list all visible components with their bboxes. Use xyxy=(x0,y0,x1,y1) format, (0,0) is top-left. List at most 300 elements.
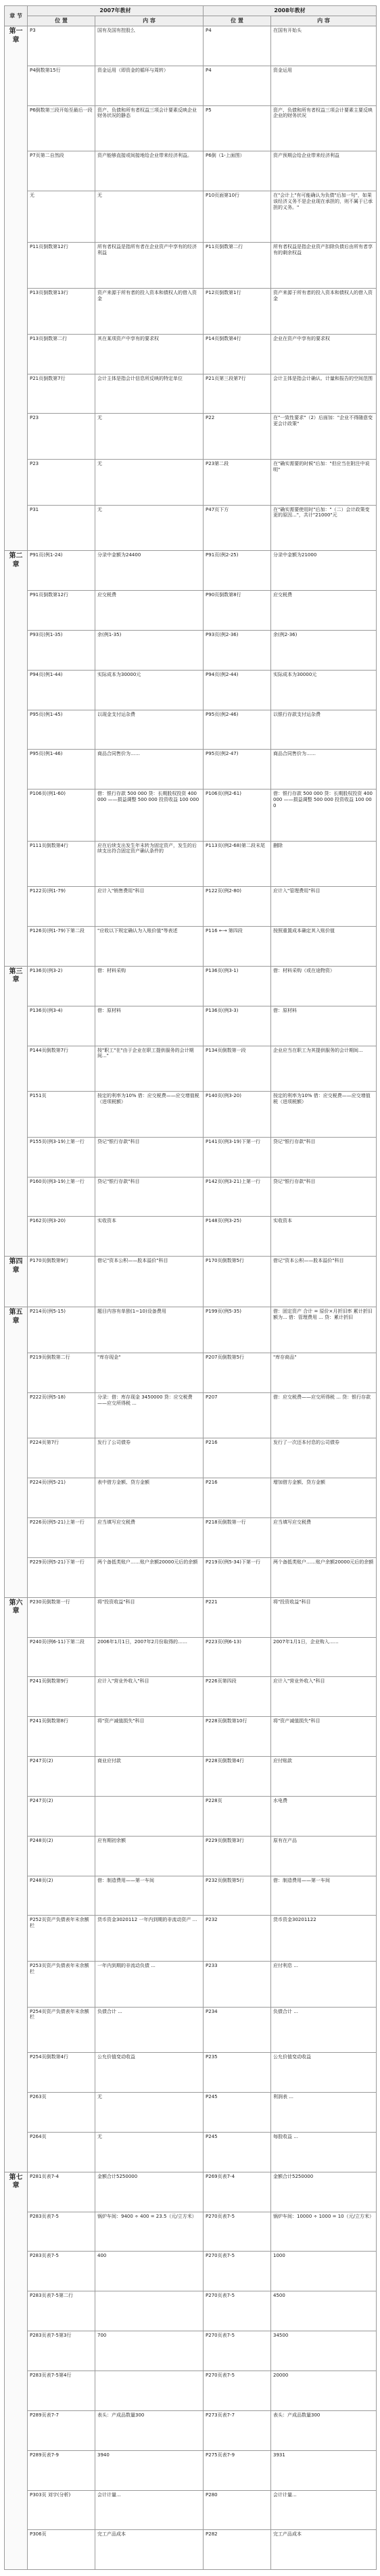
content-2007-cell: 无 xyxy=(95,2132,204,2172)
position-2007-cell: P254页倒数第4行 xyxy=(28,2053,95,2093)
table-row xyxy=(5,1478,377,1518)
content-2007-cell: 表头：产成品数量300 xyxy=(95,2410,204,2450)
table-row xyxy=(5,2371,377,2411)
chapter-cell: 第一章 xyxy=(5,26,28,551)
content-2008-cell: 分录中金额为21000 xyxy=(271,551,377,591)
content-2007-cell: 应计入"销售费用"科目 xyxy=(95,887,204,927)
position-2007-cell: P106页(例1-60) xyxy=(28,789,95,841)
position-2008-cell: P116 ←→ 第四段 xyxy=(204,926,271,966)
position-2008-cell: P223页(例6-13) xyxy=(204,1637,271,1677)
content-2007-cell xyxy=(95,2291,204,2331)
content-header-2008: 内 容 xyxy=(271,16,377,26)
content-2007-cell: 发行了公司债券 xyxy=(95,1438,204,1478)
content-2007-cell: 完工产品成本 xyxy=(95,2530,204,2570)
content-2008-cell: 每股收益 ... xyxy=(271,2132,377,2172)
table-row xyxy=(5,2007,377,2053)
content-2008-cell: 34500 xyxy=(271,2331,377,2371)
content-2008-cell: 应付利息 ... xyxy=(271,1962,377,2008)
table-row xyxy=(5,1257,377,1307)
table-row xyxy=(5,1307,377,1353)
content-2007-cell: 实收资本 xyxy=(95,1217,204,1257)
position-2007-cell: P93页(例1-35) xyxy=(28,630,95,670)
content-2007-cell: 借：原材料 xyxy=(95,1006,204,1046)
position-2007-cell: P95页(例1-45) xyxy=(28,710,95,750)
table-row xyxy=(5,1217,377,1257)
position-header-2008: 位 置 xyxy=(204,16,271,26)
content-2007-cell: 题目内容有单独(1~10)设备费用 xyxy=(95,1307,204,1353)
position-2008-cell: P270页表7-5 xyxy=(204,2291,271,2331)
position-2008-cell: P4 xyxy=(204,66,271,105)
position-2007-cell: P224页(例5-21) xyxy=(28,1478,95,1518)
position-2007-cell: P7页第二自然段 xyxy=(28,151,95,191)
position-2008-cell: P95页(例2-46) xyxy=(204,710,271,750)
edition-2007-header: 2007年教材 xyxy=(28,6,204,16)
content-2007-cell: 资产能够直接或间接地给企业带来经济利益。 xyxy=(95,151,204,191)
chapter-cell: 第三章 xyxy=(5,966,28,1256)
table-row xyxy=(5,1677,377,1717)
position-2007-cell: P4倒数第15行 xyxy=(28,66,95,105)
position-2008-cell: P216 xyxy=(204,1478,271,1518)
position-2008-cell: P14页倒数第4行 xyxy=(204,334,271,374)
content-2007-cell: 借：制造费用——第一车间 xyxy=(95,1876,204,1916)
content-2007-cell: 公允价值变动收益 xyxy=(95,2053,204,2093)
position-2008-cell: P95页(例2-47) xyxy=(204,750,271,789)
position-2007-cell: P214页(例5-15) xyxy=(28,1307,95,1353)
table-row xyxy=(5,1092,377,1138)
table-row xyxy=(5,1597,377,1637)
content-2008-cell: 在"确实需要使用时"后加："（二）会计政策变更的原因..."，共计"21000"元 xyxy=(271,505,377,551)
position-2008-cell: P280 xyxy=(204,2490,271,2530)
table-row xyxy=(5,243,377,289)
position-2008-cell: P170页倒数第5行 xyxy=(204,1257,271,1307)
content-2007-cell: 负债合计 ... xyxy=(95,2007,204,2053)
position-2007-cell: P160页(例3-19)上第一行 xyxy=(28,1177,95,1217)
content-2007-cell: 资金运用（即资金的循环与周转） xyxy=(95,66,204,105)
position-2007-cell: P240页(例6-11)下第二段 xyxy=(28,1637,95,1677)
content-2008-cell: 3931 xyxy=(271,2450,377,2490)
content-2008-cell: 会计计量... xyxy=(271,2490,377,2530)
table-row xyxy=(5,1876,377,1916)
content-2007-cell: 无 xyxy=(95,459,204,505)
content-2008-cell: 公允价值变动收益 xyxy=(271,2053,377,2093)
position-2007-cell: P144页倒数第7行 xyxy=(28,1046,95,1092)
content-2008-cell: 增加借方金额、贷方金额 xyxy=(271,1478,377,1518)
position-2007-cell: P283页表7-5第4行 xyxy=(28,2371,95,2411)
content-2008-cell: 4500 xyxy=(271,2291,377,2331)
position-2007-cell: P6倒数第三段开始至最后一段 xyxy=(28,105,95,151)
position-2007-cell: P91页倒数第12行 xyxy=(28,590,95,630)
table-row xyxy=(5,459,377,505)
position-2008-cell: P232页倒数第5行 xyxy=(204,1876,271,1916)
table-row xyxy=(5,2450,377,2490)
content-2008-cell: 表头：产成品数量300 xyxy=(271,2410,377,2450)
content-2008-cell: 借：应交税费——应交所得税 ... 贷：银行存款 xyxy=(271,1392,377,1438)
position-2008-cell: P22 xyxy=(204,414,271,460)
content-2008-cell: 会计主体是指会计确认、计量和报告的空间范围 xyxy=(271,374,377,414)
content-2008-cell: 贷记"银行存款"科目 xyxy=(271,1137,377,1177)
position-2007-cell: P283页表7-5 xyxy=(28,2252,95,2291)
content-2007-cell: 无 xyxy=(95,414,204,460)
content-2007-cell: 将"资产减值损失"科目 xyxy=(95,1717,204,1757)
content-2008-cell: 借：银行存款 500 000 贷：长期股权投资 400 000 ——损益调整 500 000 投资收益 100 000 xyxy=(271,789,377,841)
position-2007-cell: P151页 xyxy=(28,1092,95,1138)
content-header-2007: 内 容 xyxy=(95,16,204,26)
table-row xyxy=(5,2331,377,2371)
table-row xyxy=(5,191,377,243)
position-2008-cell: P232 xyxy=(204,1916,271,1962)
content-2007-cell: 会计计量... xyxy=(95,2490,204,2530)
content-2007-cell: 按"职工"在"由于企业在职工提供服务的会计期间..." xyxy=(95,1046,204,1092)
position-2008-cell: P134页倒数第一段 xyxy=(204,1046,271,1092)
position-2008-cell: P148页(例3-25) xyxy=(204,1217,271,1257)
table-row xyxy=(5,2172,377,2212)
position-2007-cell: P289页表7-9 xyxy=(28,2450,95,2490)
position-2008-cell: P228页 xyxy=(204,1796,271,1836)
position-2007-cell: P247页(2) xyxy=(28,1757,95,1797)
table-row xyxy=(5,551,377,591)
position-2007-cell: P23 xyxy=(28,414,95,460)
table-row xyxy=(5,1962,377,2008)
content-2008-cell: 借：原材料 xyxy=(271,1006,377,1046)
position-2007-cell: P13页倒数第13行 xyxy=(28,289,95,335)
table-row xyxy=(5,2212,377,2252)
content-2008-cell: 余(例2-36) xyxy=(271,630,377,670)
position-2008-cell: P5 xyxy=(204,105,271,151)
table-row xyxy=(5,1836,377,1876)
table-row xyxy=(5,505,377,551)
position-2007-cell: P248页(2) xyxy=(28,1836,95,1876)
position-2007-cell: P122页(例1-79) xyxy=(28,887,95,927)
chapter-cell: 第五章 xyxy=(5,1307,28,1597)
table-row xyxy=(5,151,377,191)
position-2008-cell: P122页(例2-80) xyxy=(204,887,271,927)
content-2008-cell: 2007年1月1日，企业购入…… xyxy=(271,1637,377,1677)
position-2008-cell: P226页第四段 xyxy=(204,1677,271,1717)
content-2008-cell: 完工产品成本 xyxy=(271,2530,377,2570)
content-2007-cell: 应当填写应交税费 xyxy=(95,1518,204,1558)
table-row xyxy=(5,66,377,105)
position-2008-cell: P270页表7-5 xyxy=(204,2331,271,2371)
chapter-cell: 第七章 xyxy=(5,2172,28,2569)
content-2008-cell: 资产预期会给企业带来经济利益 xyxy=(271,151,377,191)
position-2007-cell: P31 xyxy=(28,505,95,551)
position-2007-cell: P224页第7行 xyxy=(28,1438,95,1478)
table-row xyxy=(5,1796,377,1836)
position-2007-cell: P219页倒数第二行 xyxy=(28,1353,95,1392)
content-2008-cell: 企业在资产中享有的要求权 xyxy=(271,334,377,374)
content-2007-cell: 国有及国有控股么 xyxy=(95,26,204,66)
table-row xyxy=(5,2490,377,2530)
position-2008-cell: P216 xyxy=(204,1438,271,1478)
table-row xyxy=(5,966,377,1006)
position-2008-cell: P136页(例3-1) xyxy=(204,966,271,1006)
comparison-table xyxy=(4,5,377,2570)
content-2008-cell: 将"资产减值损失"科目 xyxy=(271,1717,377,1757)
content-2007-cell: 贷记"银行存款"科目 xyxy=(95,1137,204,1177)
position-2008-cell: P229页倒数第3行 xyxy=(204,1836,271,1876)
content-2007-cell: 贷记"银行存款"科目 xyxy=(95,1177,204,1217)
position-2007-cell: P283页表7-5第二行 xyxy=(28,2291,95,2331)
content-2008-cell: 所有者权益是指企业资产扣除负债后由所有者享有的剩余权益 xyxy=(271,243,377,289)
content-2007-cell: 借：材料采购 xyxy=(95,966,204,1006)
position-2008-cell: P270页表7-5 xyxy=(204,2252,271,2291)
position-2008-cell: P23第二段 xyxy=(204,459,271,505)
position-2008-cell: P282 xyxy=(204,2530,271,2570)
content-2008-cell: 贷记"银行存款"科目 xyxy=(271,1177,377,1217)
position-2008-cell: P273页表7-7 xyxy=(204,2410,271,2450)
position-2007-cell: P303页 刘宇(分析) xyxy=(28,2490,95,2530)
chapter-cell: 第四章 xyxy=(5,1257,28,1307)
content-2008-cell: 利润表 ... xyxy=(271,2093,377,2133)
table-row xyxy=(5,289,377,335)
content-2007-cell: 锅炉车间：9400 ÷ 400 = 23.5（元/立方米） xyxy=(95,2212,204,2252)
content-2008-cell: 资产来源于所有者的投入资本和债权人的借入资金 xyxy=(271,289,377,335)
content-2007-cell: 400 xyxy=(95,2252,204,2291)
table-row xyxy=(5,334,377,374)
content-2008-cell: 商品合同售价为…… xyxy=(271,750,377,789)
table-row xyxy=(5,1717,377,1757)
content-2008-cell: 资金运用 xyxy=(271,66,377,105)
content-2007-cell: 分录：借：库存现金 3450000 贷：应交税费——应交所得税 ... xyxy=(95,1392,204,1438)
position-2008-cell: P221 xyxy=(204,1597,271,1637)
position-2008-cell: P228页倒数第10行 xyxy=(204,1717,271,1757)
content-2007-cell: 资产、负债和所有者权益三项会计要素反映企业财务状况的静态 xyxy=(95,105,204,151)
table-row xyxy=(5,1392,377,1438)
position-2007-cell: P253页资产负债表年末余额栏 xyxy=(28,1962,95,2008)
position-2007-cell: P254页资产负债表年末余额栏 xyxy=(28,2007,95,2053)
content-2008-cell: 应交税费 xyxy=(271,590,377,630)
content-2008-cell: 负债合计 ... xyxy=(271,2007,377,2053)
content-2008-cell: 两个备抵类账户……账户余额20000元后的余额 xyxy=(271,1557,377,1597)
table-row xyxy=(5,1137,377,1177)
content-2007-cell: 商品合同售价为…… xyxy=(95,750,204,789)
content-2007-cell: 无 xyxy=(95,191,204,243)
content-2007-cell: 应计入"营业外收入"科目 xyxy=(95,1677,204,1717)
content-2008-cell: 在"会计上"有可能确认为负债"后加一句"，如果该经济义务不是企业现在承担的，则不属于已承担的义务。" xyxy=(271,191,377,243)
position-2008-cell: P270页表7-5 xyxy=(204,2212,271,2252)
position-2007-cell: P283页表7-5第3行 xyxy=(28,2331,95,2371)
content-2007-cell: "应收以下规定确认为入账价值"等表述 xyxy=(95,926,204,966)
content-2008-cell: 借：材料采购（或在途物资） xyxy=(271,966,377,1006)
content-2008-cell: 资产、负债和所有者权益三项会计要素主要反映企业的财务状况 xyxy=(271,105,377,151)
content-2007-cell: 3940 xyxy=(95,2450,204,2490)
content-2008-cell: 借：固定资产 合计 = 原价×月折旧率 累计折旧额为... 借：管理费用 ... 贷：累计折旧 xyxy=(271,1307,377,1353)
table-row xyxy=(5,1353,377,1392)
content-2008-cell: 发行了一次还本付息的公司债券 xyxy=(271,1438,377,1478)
position-2007-cell: P136页(例3-4) xyxy=(28,1006,95,1046)
content-2008-cell: 20000 xyxy=(271,2371,377,2411)
content-2007-cell: 资产来源于所有者的投入资本和债权人的借入资金 xyxy=(95,289,204,335)
position-2008-cell: P6倒（1-上面图） xyxy=(204,151,271,191)
table-row xyxy=(5,750,377,789)
table-row xyxy=(5,26,377,66)
position-2007-cell: P13页倒数第二行 xyxy=(28,334,95,374)
content-2007-cell xyxy=(95,2371,204,2411)
position-2008-cell: P275页表7-9 xyxy=(204,2450,271,2490)
content-2007-cell: 无 xyxy=(95,505,204,551)
content-2007-cell: 所有者权益是指所有者在企业资产中享有的经济利益 xyxy=(95,243,204,289)
position-2007-cell: P248页(2) xyxy=(28,1876,95,1916)
chapter-header: 章 节 xyxy=(5,6,28,26)
table-row xyxy=(5,710,377,750)
position-2007-cell: P289页表7-7 xyxy=(28,2410,95,2450)
position-2007-cell: P136页(例3-2) xyxy=(28,966,95,1006)
content-2007-cell: 余(例1-35) xyxy=(95,630,204,670)
position-2008-cell: P199页(例5-35) xyxy=(204,1307,271,1353)
content-2007-cell: 商业应付款 xyxy=(95,1757,204,1797)
content-2007-cell: 金额合计5250000 xyxy=(95,2172,204,2212)
content-2008-cell: 按定的利率为10% 借：应交税费——应交增值税（进项税额） xyxy=(271,1092,377,1138)
content-2007-cell: 应交税费 xyxy=(95,590,204,630)
content-2007-cell: "库存现金" xyxy=(95,1353,204,1392)
position-2007-cell: P306页 xyxy=(28,2530,95,2570)
content-2008-cell: 应计入"管理费用"科目 xyxy=(271,887,377,927)
position-2007-cell: P263页 xyxy=(28,2093,95,2133)
position-2008-cell: P12页倒数第1行 xyxy=(204,289,271,335)
position-2008-cell: P113页(例2-68)第二段末尾 xyxy=(204,841,271,887)
table-row xyxy=(5,630,377,670)
content-2008-cell: 应计入"营业外收入"科目 xyxy=(271,1677,377,1717)
content-2008-cell: "库存商品" xyxy=(271,1353,377,1392)
content-2007-cell: 无 xyxy=(95,2093,204,2133)
position-2007-cell: P264页 xyxy=(28,2132,95,2172)
position-2008-cell: P93页(例2-36) xyxy=(204,630,271,670)
content-2008-cell: 实际成本为30000元 xyxy=(271,670,377,710)
table-row xyxy=(5,105,377,151)
table-row xyxy=(5,1518,377,1558)
content-2008-cell: 在"一致性要求"（2）后面加："企业不得随意变更会计政策" xyxy=(271,414,377,460)
content-2007-cell: 分录中金额为24400 xyxy=(95,551,204,591)
table-row xyxy=(5,1557,377,1597)
position-2007-cell: 无 xyxy=(28,191,95,243)
table-row xyxy=(5,590,377,630)
position-2007-cell: P3 xyxy=(28,26,95,66)
chapter-cell: 第六章 xyxy=(5,1597,28,2172)
content-2007-cell: 应有期初余额 xyxy=(95,1836,204,1876)
position-2007-cell: P281页表7-4 xyxy=(28,2172,95,2212)
content-2007-cell: 其在某项资产中享有的要求权 xyxy=(95,334,204,374)
position-2008-cell: P233 xyxy=(204,1962,271,2008)
table-row xyxy=(5,2093,377,2133)
content-2007-cell: 借：银行存款 500 000 贷：长期股权投资 400 000 ——损益调整 500 000 投资收益 100 000 xyxy=(95,789,204,841)
table-row xyxy=(5,1438,377,1478)
position-2008-cell: P106页(例2-61) xyxy=(204,789,271,841)
position-2007-cell: P21页倒数第7行 xyxy=(28,374,95,414)
table-row xyxy=(5,2410,377,2450)
content-2008-cell: 货币资金30201122 xyxy=(271,1916,377,1962)
position-2007-cell: P247页(2) xyxy=(28,1796,95,1836)
content-2008-cell: 在"确实需要的时候"后加："但应当在附注中说明" xyxy=(271,459,377,505)
content-2008-cell: 按照重置成本确定其入账价值 xyxy=(271,926,377,966)
content-2008-cell: 在国有开始头 xyxy=(271,26,377,66)
content-2007-cell: 将"投资收益"科目 xyxy=(95,1597,204,1637)
position-2007-cell: P11页倒数第12行 xyxy=(28,243,95,289)
position-2008-cell: P207 xyxy=(204,1392,271,1438)
position-2007-cell: P230页倒数第一行 xyxy=(28,1597,95,1637)
content-2008-cell: 借记"资本公积——股本溢价"科目 xyxy=(271,1257,377,1307)
table-row xyxy=(5,2291,377,2331)
content-2007-cell: 2006年1月1日，2007年2月份取得的…… xyxy=(95,1637,204,1677)
content-2008-cell: 应付账款 xyxy=(271,1757,377,1797)
content-2008-cell: 借：制造费用——第一车间 xyxy=(271,1876,377,1916)
table-row xyxy=(5,2252,377,2291)
content-2008-cell: 1000 xyxy=(271,2252,377,2291)
position-2007-cell: P23 xyxy=(28,459,95,505)
content-2007-cell: 一年内到期的非流动负债 ... xyxy=(95,1962,204,2008)
position-2007-cell: P94页(例1-44) xyxy=(28,670,95,710)
content-2008-cell: 原有在产品 xyxy=(271,1836,377,1876)
table-row xyxy=(5,887,377,927)
content-2008-cell: 应当填写应交税费 xyxy=(271,1518,377,1558)
content-2008-cell: 以银行存款支付运杂费 xyxy=(271,710,377,750)
position-2008-cell: P11页倒数第二行 xyxy=(204,243,271,289)
position-2007-cell: P241页倒数第9行 xyxy=(28,1677,95,1717)
table-row xyxy=(5,2132,377,2172)
table-row xyxy=(5,926,377,966)
content-2007-cell: 货币资金3020112 一年内到期的非流动资产 ... xyxy=(95,1916,204,1962)
content-2007-cell: 借记"资本公积——股本溢价"科目 xyxy=(95,1257,204,1307)
position-2007-cell: P241页倒数第8行 xyxy=(28,1717,95,1757)
position-2008-cell: P21页第三段第7行 xyxy=(204,374,271,414)
table-row xyxy=(5,789,377,841)
position-2008-cell: P245 xyxy=(204,2093,271,2133)
position-2008-cell: P140页(例3-20) xyxy=(204,1092,271,1138)
position-2008-cell: P141页(例3-19)下第一行 xyxy=(204,1137,271,1177)
table-row xyxy=(5,1177,377,1217)
table-row xyxy=(5,1637,377,1677)
content-2007-cell: 以现金支付运杂费 xyxy=(95,710,204,750)
content-2008-cell: 企业应当在职工为其提供服务的会计期间... xyxy=(271,1046,377,1092)
position-2008-cell: P234 xyxy=(204,2007,271,2053)
position-2008-cell: P228页倒数第4行 xyxy=(204,1757,271,1797)
position-2007-cell: P111页倒数第4行 xyxy=(28,841,95,887)
content-2007-cell xyxy=(95,1796,204,1836)
table-row xyxy=(5,1757,377,1797)
position-2007-cell: P252页资产负债表年末余额栏 xyxy=(28,1916,95,1962)
position-2008-cell: P142页(例3-21)上第一行 xyxy=(204,1177,271,1217)
table-row xyxy=(5,670,377,710)
position-header-2007: 位 置 xyxy=(28,16,95,26)
content-2007-cell: 700 xyxy=(95,2331,204,2371)
table-row xyxy=(5,1046,377,1092)
table-row xyxy=(5,1006,377,1046)
content-2008-cell: 实收资本 xyxy=(271,1217,377,1257)
position-2007-cell: P229页(例5-21)下第一行 xyxy=(28,1557,95,1597)
table-row xyxy=(5,2530,377,2570)
content-2007-cell: 按定的利率为10% 借：应交税费——应交增值税（进项税额） xyxy=(95,1092,204,1138)
content-2008-cell: 锅炉车间：10000 ÷ 1000 = 10（元/立方米） xyxy=(271,2212,377,2252)
position-2007-cell: P91页(例1-24) xyxy=(28,551,95,591)
position-2007-cell: P283页表7-5 xyxy=(28,2212,95,2252)
header-row-2 xyxy=(5,16,377,26)
position-2008-cell: P10页面第10行 xyxy=(204,191,271,243)
content-2008-cell: 金额合计5250000 xyxy=(271,2172,377,2212)
position-2008-cell: P207页倒数第5行 xyxy=(204,1353,271,1392)
table-row xyxy=(5,2053,377,2093)
content-2008-cell: 将"投资收益"科目 xyxy=(271,1597,377,1637)
position-2008-cell: P91页(例2-25) xyxy=(204,551,271,591)
content-2008-cell: 水电费 xyxy=(271,1796,377,1836)
position-2008-cell: P47页下方 xyxy=(204,505,271,551)
content-2007-cell: 两个备抵类账户……账户余额20000元后的余额 xyxy=(95,1557,204,1597)
position-2007-cell: P170页倒数第9行 xyxy=(28,1257,95,1307)
position-2008-cell: P218页倒数第一行 xyxy=(204,1518,271,1558)
content-2007-cell: 表中借方金额、贷方金额 xyxy=(95,1478,204,1518)
table-row xyxy=(5,374,377,414)
content-2007-cell: 实际成本为30000元 xyxy=(95,670,204,710)
content-2007-cell: 应在后续支出发生年末转为固定资产，发生的后续支出符合固定资产确认条件的 xyxy=(95,841,204,887)
position-2008-cell: P4 xyxy=(204,26,271,66)
